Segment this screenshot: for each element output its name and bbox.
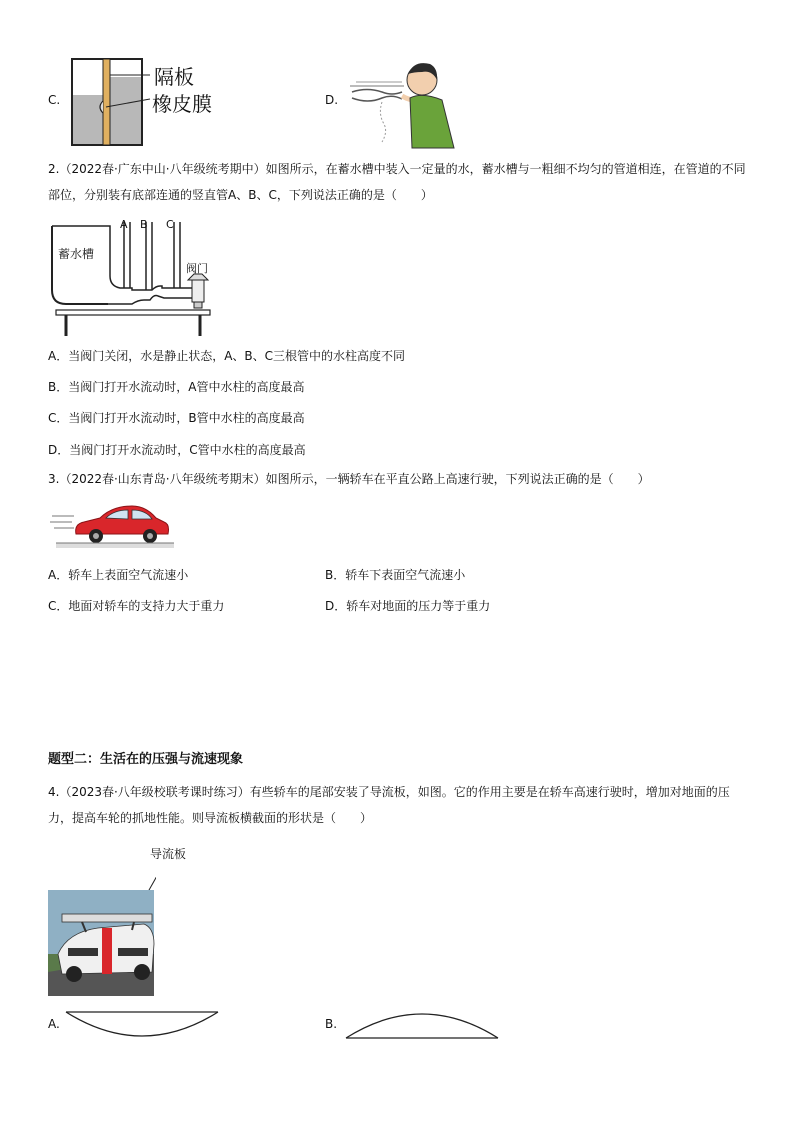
q3-car-figure <box>48 500 178 553</box>
q3-option-a: A．轿车上表面空气流速小 <box>48 568 189 582</box>
q4-option-a-shape <box>62 1008 222 1045</box>
q3-option-d: D．轿车对地面的压力等于重力 <box>325 599 491 613</box>
q2-figure <box>48 216 218 341</box>
q2-valve-label: 阀门 <box>186 262 208 275</box>
q4-spoiler-label: 导流板 <box>150 847 187 861</box>
q4-question-text: 4.（2023春·八年级校联考课时练习）有些轿车的尾部安装了导流板，如图。它的作用主要是在轿车高速行驶时，增加对地面的压力，提高车轮的抓地性能。则导流板横截面的形状是（ ） <box>48 785 730 825</box>
q2-option-d: D．当阀门打开水流动时，C管中水柱的高度最高 <box>48 443 306 457</box>
q4-option-a-label: A. <box>48 1017 60 1031</box>
q2-tube-c-label: C <box>166 218 174 231</box>
q3-option-c: C．地面对轿车的支持力大于重力 <box>48 599 225 613</box>
q1-option-d-figure <box>342 52 462 155</box>
q4-option-b-label: B. <box>325 1017 338 1031</box>
q2-tube-a-label: A <box>120 218 128 231</box>
q1-option-c-label: C. <box>48 93 61 107</box>
q4-option-b-shape <box>342 1008 502 1045</box>
q1-c-membrane-label: 橡皮膜 <box>152 92 212 116</box>
q2-option-b: B．当阀门打开水流动时，A管中水柱的高度最高 <box>48 380 305 394</box>
q3-option-b: B．轿车下表面空气流速小 <box>325 568 466 582</box>
q2-tube-b-label: B <box>140 218 148 231</box>
q2-tank-label: 蓄水槽 <box>58 247 95 261</box>
q2-question-text: 2.（2022春·广东中山·八年级统考期中）如图所示，在蓄水槽中装入一定量的水，蓄水槽与一粗细不均匀的管道相连，在管道的不同部位，分别装有底部连通的竖直管A、B、C，下列说法正确的是（ ） <box>48 162 746 202</box>
q1-option-d-label: D. <box>325 93 339 107</box>
section-heading: 题型二：生活在的压强与流速现象 <box>48 752 244 767</box>
q1-c-partition-label: 隔板 <box>154 65 194 89</box>
q2-option-a: A．当阀门关闭，水是静止状态，A、B、C三根管中的水柱高度不同 <box>48 349 406 363</box>
q3-question-text: 3.（2022春·山东青岛·八年级统考期末）如图所示，一辆轿车在平直公路上高速行驶，下列说法正确的是（ ） <box>48 472 650 486</box>
q1-option-c-figure <box>68 55 228 153</box>
q2-option-c: C．当阀门打开水流动时，B管中水柱的高度最高 <box>48 411 305 425</box>
q4-race-car-photo <box>48 862 156 1001</box>
